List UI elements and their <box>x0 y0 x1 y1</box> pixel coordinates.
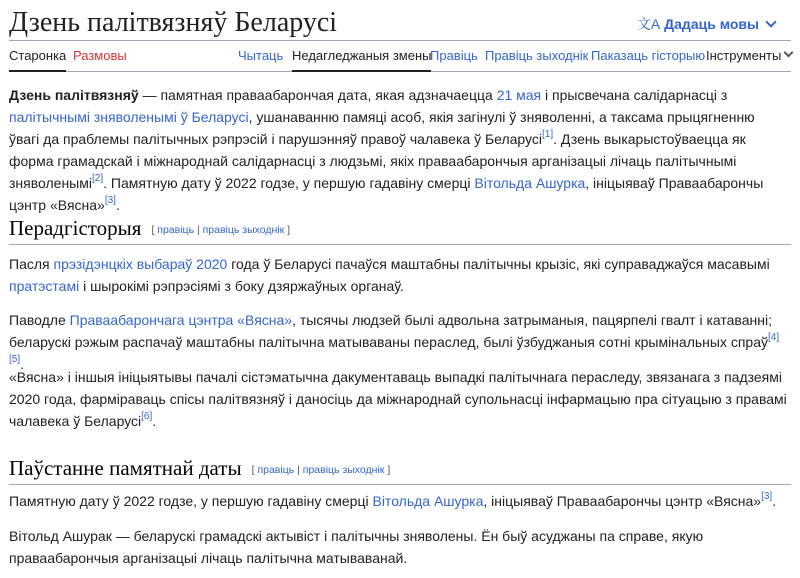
link-ashurok[interactable]: Вітольда Ашурка <box>372 493 484 509</box>
text: і прысвечана салідарнасці з <box>541 87 728 103</box>
translate-icon: 文A <box>636 16 661 32</box>
text: Паводле <box>9 312 70 328</box>
link-protests[interactable]: пратэстамі <box>9 278 80 294</box>
section-edit-link[interactable]: правіць <box>257 464 295 477</box>
tab-read[interactable]: Чытаць <box>238 48 284 63</box>
text: Вітольд Ашурак — беларускі грамадскі актывіст і палітычны зняволены. Ён быў асуджаны па справе, якую праваабарончыя арганізацыі лічаць палітычна матываванай. <box>9 528 704 566</box>
section-edit-links <box>252 464 391 476</box>
link-viasna-center[interactable]: Праваабарончага цэнтра «Вясна» <box>69 312 293 328</box>
section-edit-link[interactable]: правіць <box>157 224 195 237</box>
tools-menu[interactable] <box>706 48 792 64</box>
link-presidential-elections[interactable]: прэзідэнцкіх выбараў 2020 <box>53 256 228 272</box>
text: — памятная праваабарончая дата, якая адзначаецца <box>138 87 497 103</box>
text: . <box>20 356 25 372</box>
date-origin-paragraph-1 <box>9 490 787 512</box>
bracket: [ <box>251 464 258 477</box>
ref-6[interactable]: [6] <box>141 411 153 423</box>
section-edit-source-link[interactable]: правіць зыходнік <box>202 224 285 237</box>
ref-1[interactable]: [1] <box>542 129 554 141</box>
section-title: Паўстанне памятнай даты <box>9 456 242 480</box>
text: , ініцыяваў Праваабарончы цэнтр «Вясна» <box>483 493 762 509</box>
tools-menu-label: Інструменты <box>706 48 782 63</box>
bracket: [ <box>151 224 158 237</box>
tab-edit[interactable]: Правіць <box>430 48 478 63</box>
title-row <box>9 0 791 41</box>
ref-2[interactable]: [2] <box>91 173 104 185</box>
section-edit-links <box>151 224 290 236</box>
tab-talk[interactable]: Размовы <box>73 48 127 63</box>
bracket: ] <box>384 464 391 477</box>
tab-edit-source[interactable]: Правіць зыходнік <box>485 48 589 63</box>
section-title: Перадгісторыя <box>9 216 142 240</box>
background-paragraph-3 <box>9 366 787 432</box>
text: Памятную дату ў 2022 годзе, у першую гадавіну смерці <box>9 493 373 509</box>
separator: | <box>194 224 203 237</box>
text: . <box>772 493 777 509</box>
chevron-down-icon <box>765 16 776 27</box>
text: . Дзень выкарыстоўваецца як форма грамадскай і міжнароднай салідарнасці з людзьмі, якіх праваабарончыя арганізацыі лічаць палітычнымі зняволенымі <box>9 131 746 191</box>
ref-4[interactable]: [4] <box>768 332 780 344</box>
page-title: Дзень палітвязняў Беларусі <box>9 7 338 38</box>
text: года ў Беларусі пачаўся маштабны палітычны крызіс, які суправаджаўся масавымі <box>227 256 770 272</box>
bracket: ] <box>284 224 291 237</box>
separator: | <box>294 464 303 477</box>
ref-5[interactable]: [5] <box>9 354 21 366</box>
text: Пасля <box>9 256 54 272</box>
ref-3[interactable]: [3] <box>104 195 116 207</box>
text: . Памятную дату ў 2022 годзе, у першую гадавіну смерці <box>103 175 475 191</box>
link-21-may[interactable]: 21 мая <box>496 87 542 103</box>
text: . <box>152 413 157 429</box>
intro-paragraph <box>9 84 787 216</box>
section-edit-source-link[interactable]: правіць зыходнік <box>302 464 385 477</box>
text: «Вясна» і іншыя ініцыятывы пачалі сістэматычна дакументаваць выпадкі палітычнага пераследу, звязанага з падзеямі 2020 года, фарміраваць спісы палітвязняў і даносіць да міжнароднай супольнасці інфармацыю пра сітуацыю з правамі чалавека ў Беларусі <box>9 369 787 429</box>
text: , тысячы людзей былі адвольна затрыманыя, пацярпелі гвалт і катаванні; беларускі рэжым распачаў маштабны палітычна матываваны пераслед, былі ўзбуджаныя сотні крымінальных спраў <box>9 312 772 350</box>
page-tabs <box>9 41 791 72</box>
tab-article[interactable]: Старонка <box>9 48 67 63</box>
text: . <box>115 197 120 213</box>
add-languages-button[interactable] <box>637 14 775 34</box>
text: і шырокімі рэпрэсіямі з боку дзяржаўных органаў. <box>79 278 404 294</box>
background-paragraph-1 <box>9 253 787 297</box>
ref-3[interactable]: [3] <box>761 491 773 503</box>
tab-unwatched-changes[interactable]: Недагледжаныя змены <box>292 48 432 63</box>
tab-history[interactable]: Паказаць гісторыю <box>591 48 706 63</box>
section-heading-background <box>9 214 791 245</box>
intro-bold-term: Дзень палітвязняў <box>9 87 139 103</box>
text: , ініцыяваў Праваабарончы цэнтр «Вясна» <box>9 175 764 213</box>
date-origin-paragraph-2 <box>9 525 787 569</box>
link-ashurok[interactable]: Вітольда Ашурка <box>474 175 586 191</box>
section-heading-date-origin <box>9 454 791 485</box>
link-political-prisoners[interactable]: палітычнымі зняволенымі ў Беларусі <box>9 109 249 125</box>
chevron-down-icon <box>784 48 794 58</box>
add-languages-label: Дадаць мовы <box>664 16 759 32</box>
text: , ушанаванню памяці асоб, якія загінулі ў зняволенні, а таксама прыцягненню ўвагі да праблемы палітычных рэпрэсій і парушэнняў правоў чалавека ў Беларусі <box>9 109 755 147</box>
